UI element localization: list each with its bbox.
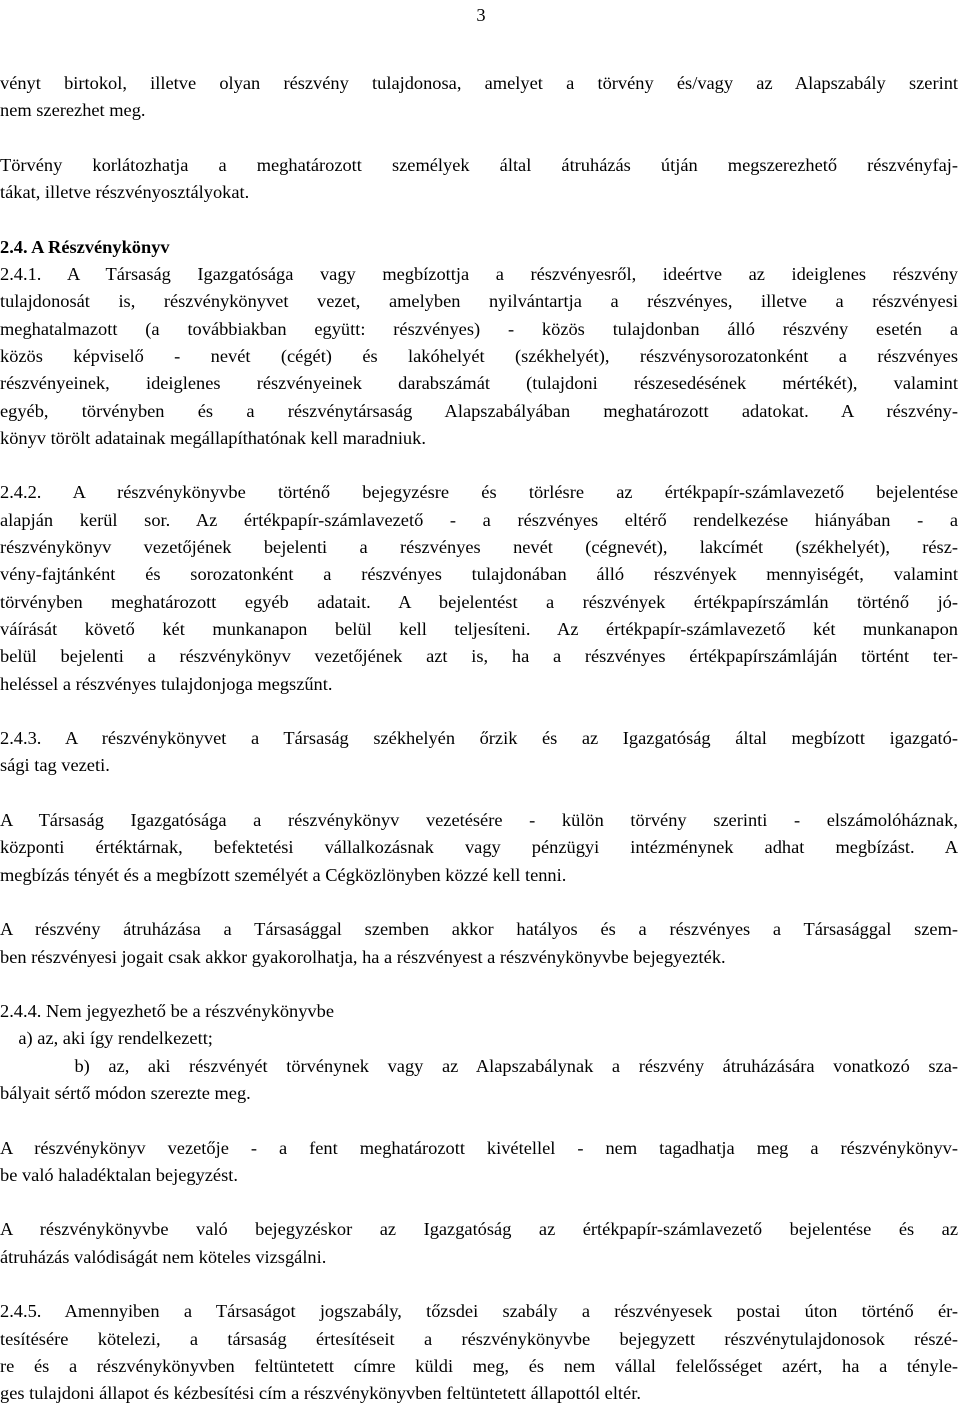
text-line: 2.4.2. A részvénykönyvbe történő bejegyzésre és törlésre az értékpapír-számlavezető bejelentése xyxy=(0,482,958,503)
paragraph xyxy=(0,1135,958,1190)
list-item-b: b) az, aki részvényét törvénynek vagy az Alapszabálynak a részvény átruházására vonatkozó sza- xyxy=(0,1055,958,1076)
text-line: központi értéktárnak, befektetési vállalkozásnak vagy pénzügyi intézménynek adhat megbízást. A xyxy=(0,837,958,858)
text-line: A részvény átruházása a Társasággal szemben akkor hatályos és a részvényes a Társasággal szem- xyxy=(0,919,958,940)
text-line: bályait sértő módon szerezte meg. xyxy=(0,1082,251,1103)
text-line: 2.4.1. A Társaság Igazgatósága vagy megbízottja a részvényesről, ideértve az ideiglenes részvény xyxy=(0,264,958,285)
text-line: részvényeinek, ideiglenes részvényeinek darabszámát (tulajdoni részesedésének mértékét), valamint xyxy=(0,373,958,394)
text-line: 2.4.5. Amennyiben a Társaságot jogszabály, tőzsdei szabály a részvényesek postai úton történő ér- xyxy=(0,1301,958,1322)
text-line: alapján kerül sor. Az értékpapír-számlavezető - a részvényes eltérő rendelkezése hiányában - a xyxy=(0,509,958,530)
text-line: váírását követő két munkanapon belül kell teljesíteni. Az értékpapír-számlavezető két munkanapon xyxy=(0,618,958,639)
text-line: könyv törölt adatainak megállapíthatónak kell maradniuk. xyxy=(0,427,426,448)
paragraph xyxy=(0,807,958,889)
section-2-4 xyxy=(0,234,958,452)
text-line: A részvénykönyvbe való bejegyzéskor az Igazgatóság az értékpapír-számlavezető bejelentése és az xyxy=(0,1219,958,1240)
document-body xyxy=(0,70,958,1408)
paragraph xyxy=(0,916,958,971)
text-line: ben részvényesi jogait csak akkor gyakorolhatja, ha a részvényest a részvénykönyvbe bejegyezték. xyxy=(0,946,726,967)
text-line: ges tulajdoni állapot és kézbesítési cím a részvénykönyvben feltüntetett állapottól eltér. xyxy=(0,1383,641,1404)
text-line: vény-fajtánként és sorozatonként a részvényes tulajdonában álló részvények mennyiségét, valamint xyxy=(0,564,958,585)
paragraph xyxy=(0,1216,958,1271)
page-number: 3 xyxy=(476,5,486,25)
text-line: A részvénykönyv vezetője - a fent meghatározott kivétellel - nem tagadhatja meg a részvénykönyv- xyxy=(0,1137,958,1158)
text-line: részvénykönyv vezetőjének bejelenti a részvényes nevét (cégnevét), lakcímét (székhelyét), rész- xyxy=(0,537,958,558)
paragraph xyxy=(0,152,958,207)
text-line: átruházás valódiságát nem köteles vizsgálni. xyxy=(0,1246,327,1267)
text-line: vényt birtokol, illetve olyan részvény tulajdonosa, amelyet a törvény és/vagy az Alapszabály szerint xyxy=(0,73,958,93)
paragraph xyxy=(0,998,958,1107)
text-line: re és a részvénykönyvben feltüntetett címre küldi meg, és nem vállal felelősséget azért, ha a tényle- xyxy=(0,1355,958,1376)
text-line: tesítésére kötelezi, a társaság értesítéseit a részvénykönyvbe bejegyzett részvénytulajdonosok részé- xyxy=(0,1328,958,1349)
text-line: Törvény korlátozhatja a meghatározott személyek által átruházás útján megszerezhető részvényfaj- xyxy=(0,154,958,175)
text-line: nem szerezhet meg. xyxy=(0,100,146,121)
text-line: meghatalmazott (a továbbiakban együtt: részvényes) - közös tulajdonban álló részvény esetén a xyxy=(0,318,958,339)
text-line: be való haladéktalan bejegyzést. xyxy=(0,1164,238,1185)
paragraph xyxy=(0,1298,958,1407)
text-line: belül bejelenti a részvénykönyv vezetőjének azt is, ha a részvényes értékpapírszámláján történt ter- xyxy=(0,646,958,667)
text-line: 2.4.3. A részvénykönyvet a Társaság székhelyén őrzik és az Igazgatóság által megbízott igazgató- xyxy=(0,728,958,749)
paragraph xyxy=(0,70,958,125)
list-item-a: a) az, aki így rendelkezett; xyxy=(0,1028,213,1049)
text-line: közös képviselő - nevét (cégét) és lakóhelyét (székhelyét), részvénysorozatonként a részvényes xyxy=(0,345,958,366)
section-heading: 2.4. A Részvénykönyv xyxy=(0,236,170,257)
text-line: A Társaság Igazgatósága a részvénykönyv vezetésére - külön törvény szerinti - elszámolóháznak, xyxy=(0,810,958,831)
text-line: heléssel a részvényes tulajdonjoga megszűnt. xyxy=(0,673,333,694)
text-line: 2.4.4. Nem jegyezhető be a részvénykönyvbe xyxy=(0,1001,334,1022)
paragraph xyxy=(0,725,958,780)
text-line: egyéb, törvényben és a részvénytársaság Alapszabályában meghatározott adatokat. A részvény- xyxy=(0,400,958,421)
text-line: tulajdonosát is, részvénykönyvet vezet, amelyben nyilvántartja a részvényes, illetve a részvényesi xyxy=(0,291,958,312)
text-line: megbízás tényét és a megbízott személyét a Cégközlönyben közzé kell tenni. xyxy=(0,864,567,885)
text-line: sági tag vezeti. xyxy=(0,755,110,776)
paragraph xyxy=(0,479,958,697)
text-line: tákat, illetve részvényosztályokat. xyxy=(0,182,250,203)
text-line: törvényben meghatározott egyéb adatait. A bejelentést a részvények értékpapírszámlán történő jó- xyxy=(0,591,958,612)
